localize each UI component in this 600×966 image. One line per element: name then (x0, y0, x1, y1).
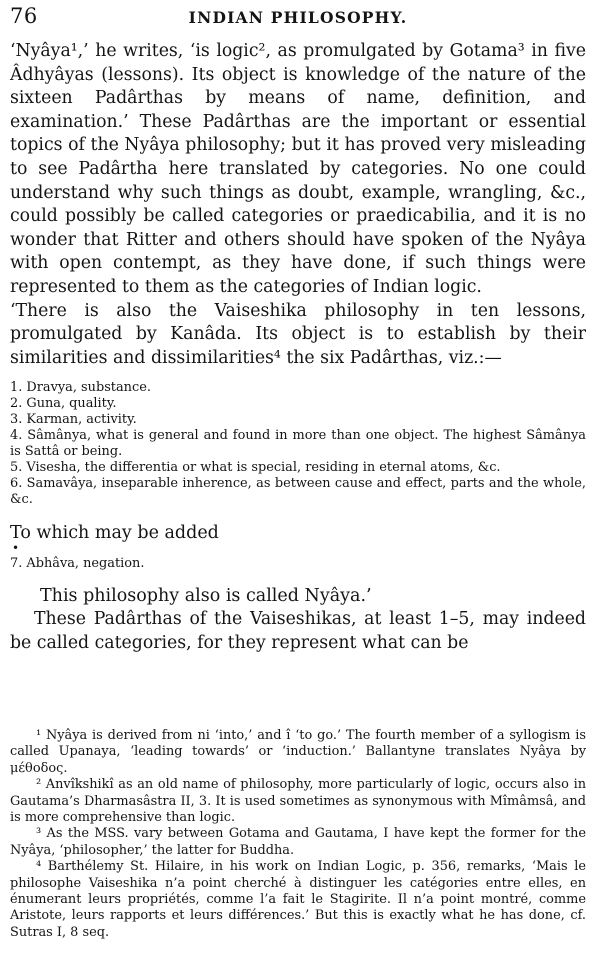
paragraph-nyaya: ‘Nyâya¹,’ he writes, ‘is logic², as promulgated by Gotama³ in five Âdhyâyas (lessons). Its object is knowledge of the nature of the sixteen Padârthas by means of name, definition, and examination.’ These Padârthas are the important or essential topics of the Nyâya philosophy; but it has proved very misleading to see Padârtha here translated by categories. No one could understand why such things as doubt, example, wrangling, &c., could possibly be called categories or praedicabilia, and it is no wonder that Ritter and others should have spoken of the Nyâya with open contempt, as they have done, if such things were represented to them as the categories of Indian logic. (10, 41, 586, 297)
paragraph-categories: These Padârthas of the Vaiseshikas, at least 1–5, may indeed be called categories, for they represent what can be (10, 609, 586, 653)
list-item: 4. Sâmânya, what is general and found in more than one object. The highest Sâmânya is Sattâ or being. (10, 428, 586, 460)
list-item: 3. Karman, activity. (10, 412, 137, 428)
page-header (10, 4, 586, 30)
additional-item-list (10, 556, 586, 572)
list-item: 1. Dravya, substance. (10, 380, 151, 396)
list-item-abhava: 7. Abhâva, negation. (10, 556, 145, 572)
list-item: 2. Guna, quality. (10, 396, 117, 412)
footnote-2: ² Anvîkshikî as an old name of philosophy, more particularly of logic, occurs also in Gautama’s Dharmasâstra II, 3. It is used sometimes as synonymous with Mîmâmsâ, and is more comprehensive than logic. (10, 777, 586, 826)
footnotes (10, 728, 586, 941)
stray-dot: • (12, 541, 20, 556)
list-item: 5. Visesha, the differentia or what is special, residing in eternal atoms, &c. (10, 460, 501, 476)
padartha-list (10, 380, 586, 508)
list-item: 6. Samavâya, inseparable inherence, as between cause and effect, parts and the whole, &c. (10, 476, 586, 508)
footnote-3: ³ As the MSS. vary between Gotama and Gautama, I have kept the former for the Nyâya, ‘philosopher,’ the latter for Buddha. (10, 826, 586, 858)
paragraph-vaiseshika: ‘There is also the Vaiseshika philosophy in ten lessons, promulgated by Kanâda. Its object is to establish by their similarities and dissimilarities⁴ the six Padârthas, viz.:— (10, 300, 586, 368)
main-text (10, 40, 586, 656)
to-which-line: To which may be added (10, 523, 219, 544)
running-title: INDIAN PHILOSOPHY. (188, 8, 408, 27)
footnote-4: ⁴ Barthélemy St. Hilaire, in his work on Indian Logic, p. 356, remarks, ‘Mais le philosophe Vaiseshika n’a point cherché à distinguer les catégories entre elles, en énumerant leurs propriétés, comme l’a fait le Stagirite. Il n’a point montré, comme Aristote, leurs rapports et leurs différences.’ But this is exactly what he has done, cf. Sutras I, 8 seq. (10, 859, 586, 940)
also-called-line: This philosophy also is called Nyâya.’ (40, 586, 372, 607)
page-number: 76 (10, 4, 38, 28)
footnote-1: ¹ Nyâya is derived from ni ‘into,’ and î ‘to go.’ The fourth member of a syllogism is called Upanaya, ‘leading towards’ or ‘induction.’ Ballantyne translates Nyâya by μέθοδος. (10, 728, 586, 776)
